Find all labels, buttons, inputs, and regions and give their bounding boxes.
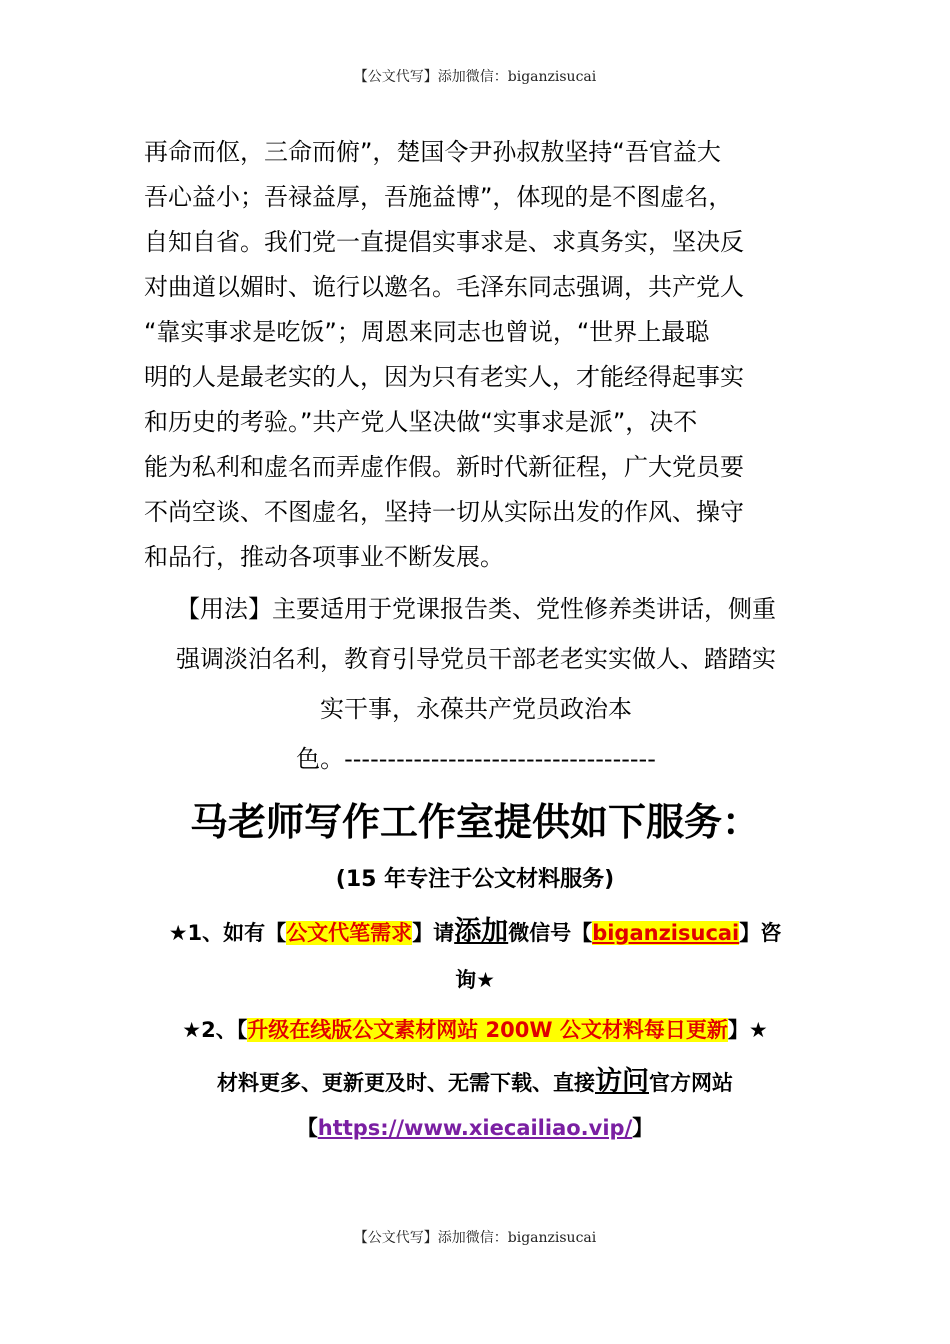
body-line: “靠实事求是吃饭”；周恩来同志也曾说，“世界上最聪 [144, 318, 710, 346]
body-line: 和历史的考验。”共产党人坚决做“实事求是派”，决不 [144, 408, 698, 436]
item2-highlight: 升级在线版公文素材网站 200W 公文材料每日更新 [247, 1018, 728, 1042]
body-line: 能为私利和虚名而弄虚作假。新时代新征程，广大党员要 [144, 453, 744, 481]
service-item-3 [0, 1062, 950, 1103]
service-subtitle: (15 年专注于公文材料服务) [335, 867, 615, 892]
body-line: 再命而伛，三命而俯”，楚国令尹孙叔敖坚持“吾官益大 [144, 138, 721, 166]
wechat-id[interactable]: biganzisucai [592, 921, 740, 945]
body-line: 明的人是最老实的人，因为只有老实人，才能经得起事实 [144, 363, 744, 391]
service-title: 马老师写作工作室提供如下服务： [189, 800, 760, 844]
body-line: 不尚空谈、不图虚名，坚持一切从实际出发的作风、操守 [144, 498, 744, 526]
usage-line: 【用法】主要适用于党课报告类、党性修养类讲话，侧重 [176, 595, 776, 623]
body-line: 自知自省。我们党一直提倡实事求是、求真务实，坚决反 [144, 228, 744, 256]
service-item-1 [0, 912, 950, 953]
service-item-2 [0, 1010, 950, 1050]
item1-mid2: 微信号【 [508, 921, 593, 945]
item1-mid1: 】请 [412, 921, 455, 945]
item3-visit-emphasis: 访问 [595, 1066, 649, 1097]
item1-highlight: 公文代笔需求 [286, 921, 413, 945]
usage-paragraph [144, 584, 808, 784]
body-line: 吾心益小；吾禄益厚，吾施益博”，体现的是不图虚名， [144, 183, 733, 211]
page-footer: 【公文代写】添加微信：biganzisucai [353, 1230, 597, 1246]
url-open-bracket: 【 [296, 1116, 318, 1140]
service-item-1-cont: 询★ [455, 968, 495, 992]
usage-line: 实干事，永葆共产党员政治本 [320, 695, 632, 723]
item2-suffix: 】★ [727, 1018, 768, 1042]
item2-prefix: ★2、【 [182, 1018, 248, 1042]
usage-line: 色。------------------------------------ [296, 745, 656, 773]
item3-suffix: 官方网站 [649, 1071, 733, 1095]
item3-prefix: 材料更多、更新更及时、无需下载、直接 [217, 1071, 595, 1095]
usage-line: 强调淡泊名利，教育引导党员干部老老实实做人、踏踏实 [176, 645, 776, 673]
url-close-bracket: 】 [632, 1116, 654, 1140]
website-link[interactable]: https://www.xiecailiao.vip/ [317, 1116, 633, 1140]
body-line: 对曲道以媚时、诡行以邀名。毛泽东同志强调，共产党人 [144, 273, 744, 301]
body-paragraph [144, 130, 808, 580]
page-header: 【公文代写】添加微信：biganzisucai [353, 69, 597, 85]
item1-prefix: ★1、如有【 [168, 921, 287, 945]
body-line: 和品行，推动各项事业不断发展。 [144, 543, 504, 571]
item1-add-emphasis: 添加 [454, 916, 509, 947]
item1-suffix: 】咨 [739, 921, 782, 945]
service-item-4 [0, 1108, 950, 1148]
